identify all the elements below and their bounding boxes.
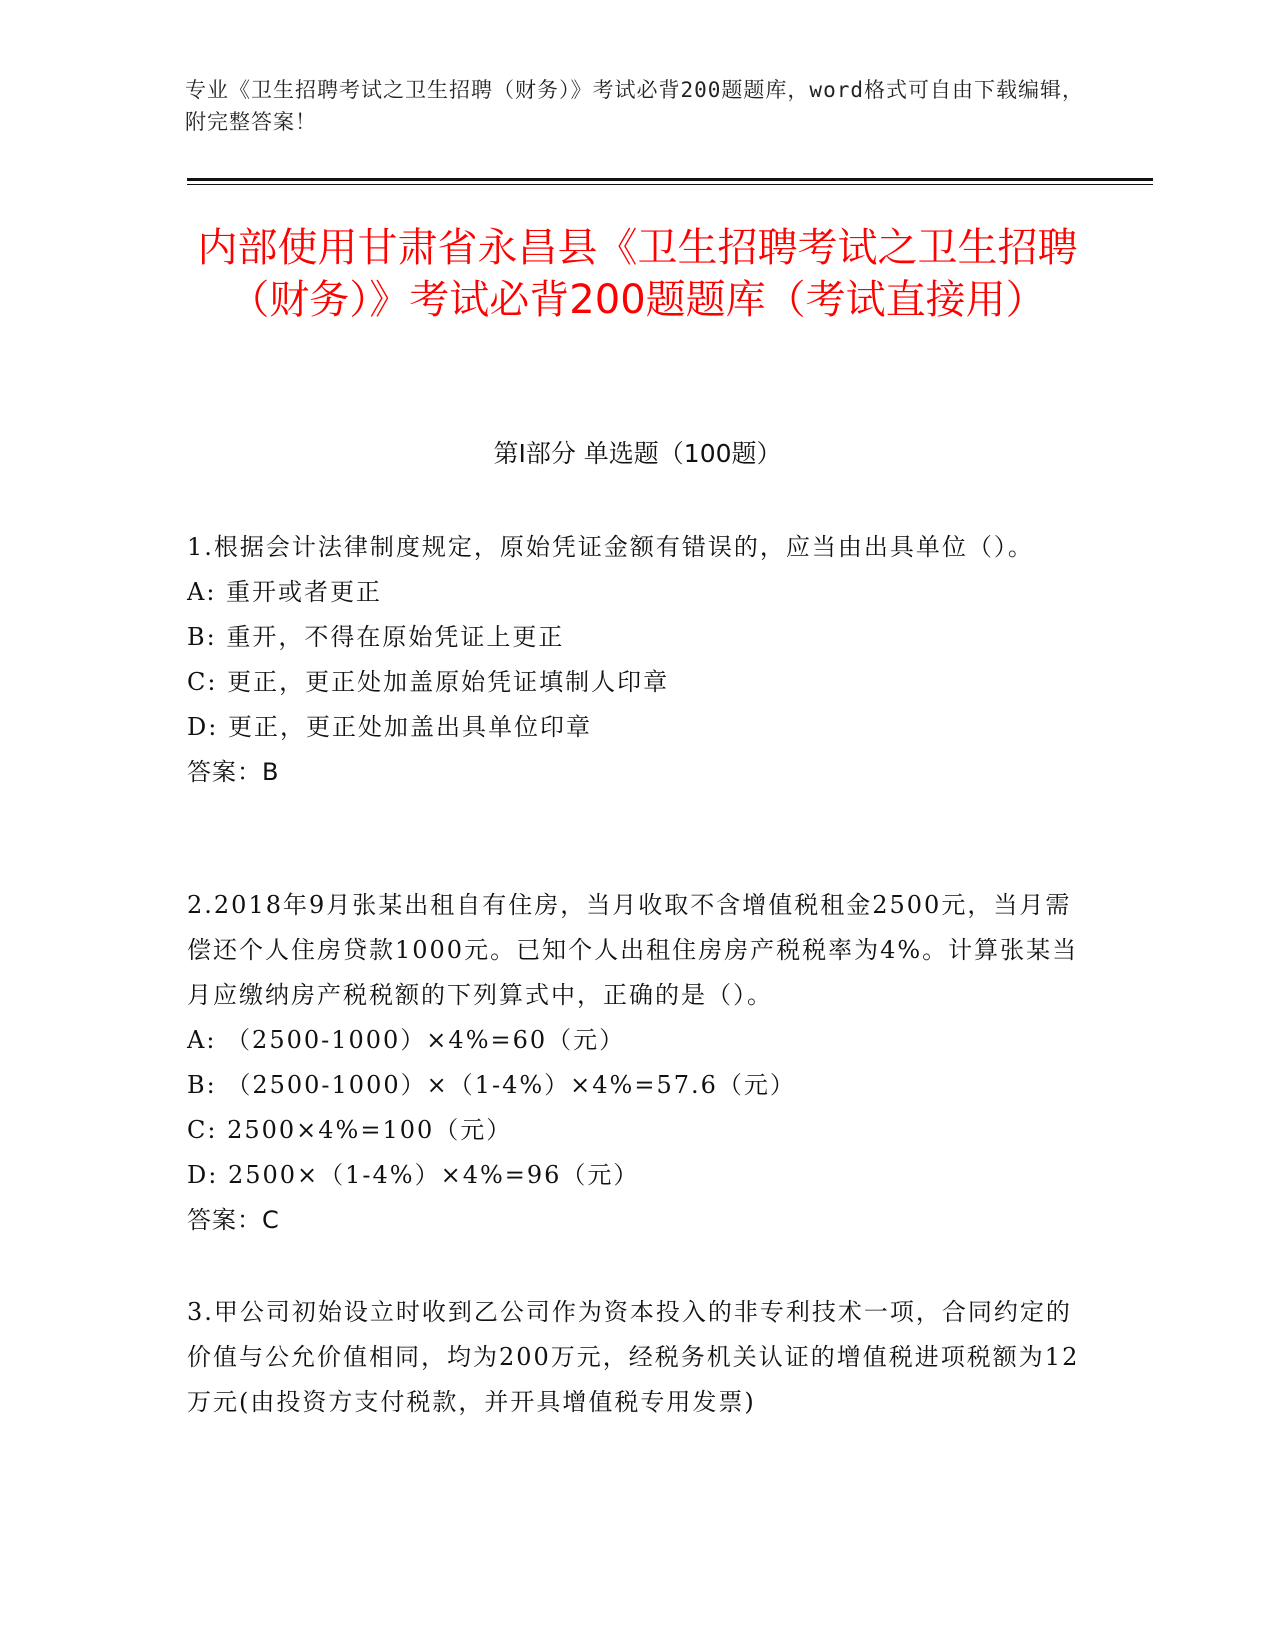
option-b: B: 重开，不得在原始凭证上更正 [187,623,565,651]
option-a: A: 重开或者更正 [187,578,383,606]
document-title: 内部使用甘肃省永昌县《卫生招聘考试之卫生招聘（财务）》考试必背200题题库（考试直接用） [197,225,1078,323]
answer: 答案：C [187,1206,280,1234]
option-b: B: （2500-1000）×（1-4%）×4%=57.6（元） [187,1071,796,1099]
section-title: 第I部分 单选题（100题） [493,439,782,468]
option-c: C: 更正，更正处加盖原始凭证填制人印章 [187,668,670,696]
header-rule-thin [187,184,1153,185]
question-stem: 3.甲公司初始设立时收到乙公司作为资本投入的非专利技术一项，合同约定的价值与公允价值相同，均为200万元，经税务机关认证的增值税进项税额为12万元(由投资方支付税款，并开具增值税专用发票) [187,1298,1080,1416]
option-a: A: （2500-1000）×4%=60（元） [187,1026,626,1054]
header-rule-thick [187,178,1153,181]
question-stem: 1.根据会计法律制度规定，原始凭证金额有错误的，应当由出具单位（）。 [187,533,1034,561]
answer: 答案：B [187,758,280,786]
question-3 [187,1290,1092,1425]
question-2 [187,883,1092,1243]
header-note: 专业《卫生招聘考试之卫生招聘（财务）》考试必背200题题库，word格式可自由下载编辑，附完整答案！ [185,78,1084,134]
option-d: D: 2500×（1-4%）×4%=96（元） [187,1161,640,1189]
option-c: C: 2500×4%=100（元） [187,1116,513,1144]
question-1 [187,525,1092,795]
option-d: D: 更正，更正处加盖出具单位印章 [187,713,592,741]
question-stem: 2.2018年9月张某出租自有住房，当月收取不含增值税租金2500元，当月需偿还个人住房贷款1000元。已知个人出租住房房产税税率为4%。计算张某当月应缴纳房产税税额的下列算式中，正确的是（）。 [187,891,1079,1009]
